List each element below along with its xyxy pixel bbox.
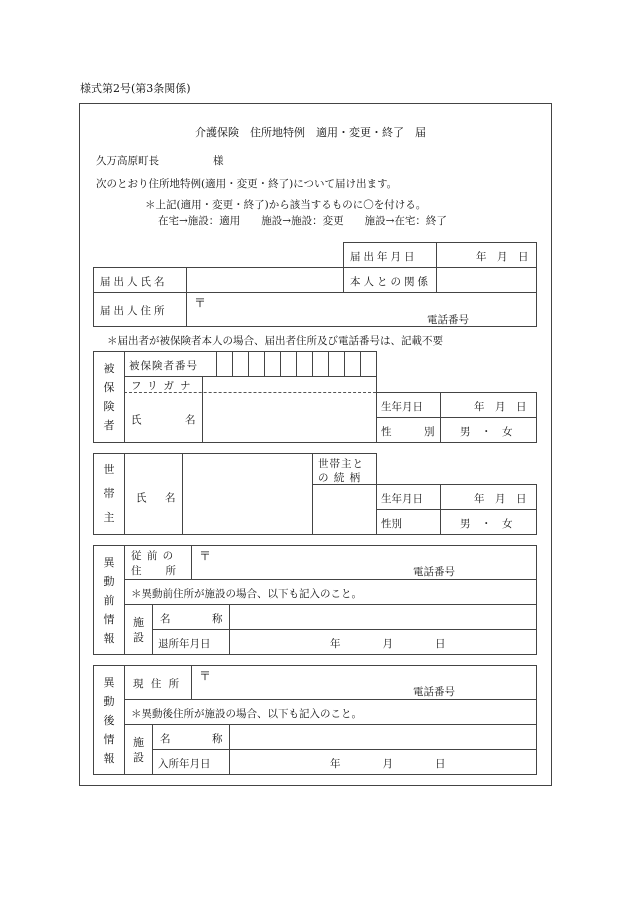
insured-name-field[interactable] [204, 394, 374, 440]
notifier-name-label: 届出人氏名 [100, 276, 168, 288]
insured-number-field[interactable] [217, 353, 376, 375]
before-facility-name-label-a: 名 [160, 613, 171, 625]
relation-label: 本人との関係 [350, 276, 431, 288]
householder-relation-label-1: 世帯主と [318, 458, 364, 470]
intro-text: 次のとおり住所地特例(適用・変更・終了)について届け出ます。 [96, 178, 398, 190]
insured-name-label-a: 氏 [131, 414, 142, 426]
notify-date-value[interactable]: 年 月 日 [476, 251, 529, 263]
prev-address-label-2: 住 所 [131, 565, 177, 577]
frame-left [79, 103, 80, 786]
before-facility-note: ＊異動前住所が施設の場合、以下も記入のこと。 [131, 588, 362, 600]
householder-relation-label-2: の 続 柄 [318, 472, 362, 484]
notify-date-label: 届出年月日 [350, 251, 418, 263]
before-facility-name-field[interactable] [231, 606, 534, 627]
postal-mark: 〒 [194, 296, 207, 310]
form-title: 介護保険 住所地特例 適用・変更・終了 届 [195, 126, 426, 139]
notifier-note: ＊届出者が被保険者本人の場合、届出者住所及び電話番号は、記載不要 [107, 335, 443, 347]
form-number: 様式第2号(第3条関係) [80, 82, 191, 95]
householder-name-label-a: 氏 [136, 492, 147, 504]
cur-phone-label: 電話番号 [413, 686, 455, 698]
phone-label: 電話番号 [427, 314, 469, 326]
admission-date-label: 入所年月日 [158, 758, 211, 770]
notifier-address-field[interactable] [190, 296, 420, 322]
after-facility-label: 施 設 [133, 735, 144, 764]
before-section-label: 異 動 前 情 報 [103, 555, 115, 645]
householder-section-label: 世 帯 主 [103, 463, 115, 524]
furigana-label: フリガナ [131, 380, 197, 392]
frame-top [79, 103, 552, 104]
before-facility-label: 施 設 [133, 615, 144, 644]
relation-field[interactable] [440, 270, 534, 290]
circle-note: ＊上記(適用・変更・終了)から該当するものに〇を付ける。 [145, 199, 427, 211]
insured-section-label: 被 保 険 者 [103, 362, 115, 432]
insured-number-label: 被保険者番号 [129, 360, 198, 372]
discharge-date-value[interactable]: 年 月 日 [330, 638, 446, 650]
current-address-field[interactable] [195, 667, 405, 697]
admission-date-value[interactable]: 年 月 日 [330, 758, 446, 770]
after-section-label: 異 動 後 情 報 [103, 675, 115, 765]
before-facility-name-label-b: 称 [212, 613, 223, 625]
furigana-field[interactable] [204, 378, 374, 391]
frame-right [551, 103, 552, 786]
householder-birth-label: 生年月日 [381, 493, 423, 505]
prev-address-label-1: 従 前 の [131, 550, 175, 562]
insured-sex-value[interactable]: 男 ・ 女 [460, 426, 513, 438]
after-facility-name-label-b: 称 [212, 733, 223, 745]
prev-postal-mark: 〒 [199, 549, 212, 563]
discharge-date-label: 退所年月日 [158, 638, 211, 650]
current-address-label: 現 住 所 [133, 678, 182, 690]
insured-sex-label-a: 性 [381, 426, 392, 438]
addressee: 久万高原町長 [96, 155, 159, 167]
prev-address-field[interactable] [195, 547, 405, 577]
notifier-name-field[interactable] [190, 270, 340, 290]
householder-birth-value[interactable]: 年 月 日 [474, 493, 527, 505]
insured-name-label-b: 名 [185, 414, 196, 426]
frame-bottom [79, 785, 552, 786]
householder-name-field[interactable] [184, 455, 310, 533]
cur-postal-mark: 〒 [199, 669, 212, 683]
householder-sex-value[interactable]: 男 ・ 女 [460, 518, 513, 530]
prev-phone-label: 電話番号 [413, 566, 455, 578]
insured-sex-label-b: 別 [424, 426, 435, 438]
insured-birth-value[interactable]: 年 月 日 [474, 401, 527, 413]
householder-relation-field[interactable] [314, 486, 374, 532]
after-facility-name-field[interactable] [231, 726, 534, 747]
after-facility-name-label-a: 名 [160, 733, 171, 745]
householder-name-label-b: 名 [165, 492, 176, 504]
type-note: 在宅→施設：適用 施設→施設：変更 施設→在宅：終了 [158, 215, 447, 227]
honorific: 様 [213, 155, 224, 167]
notifier-address-label: 届出人住所 [100, 305, 168, 317]
householder-sex-label: 性別 [381, 518, 402, 530]
after-facility-note: ＊異動後住所が施設の場合、以下も記入のこと。 [131, 708, 362, 720]
insured-birth-label: 生年月日 [381, 401, 423, 413]
